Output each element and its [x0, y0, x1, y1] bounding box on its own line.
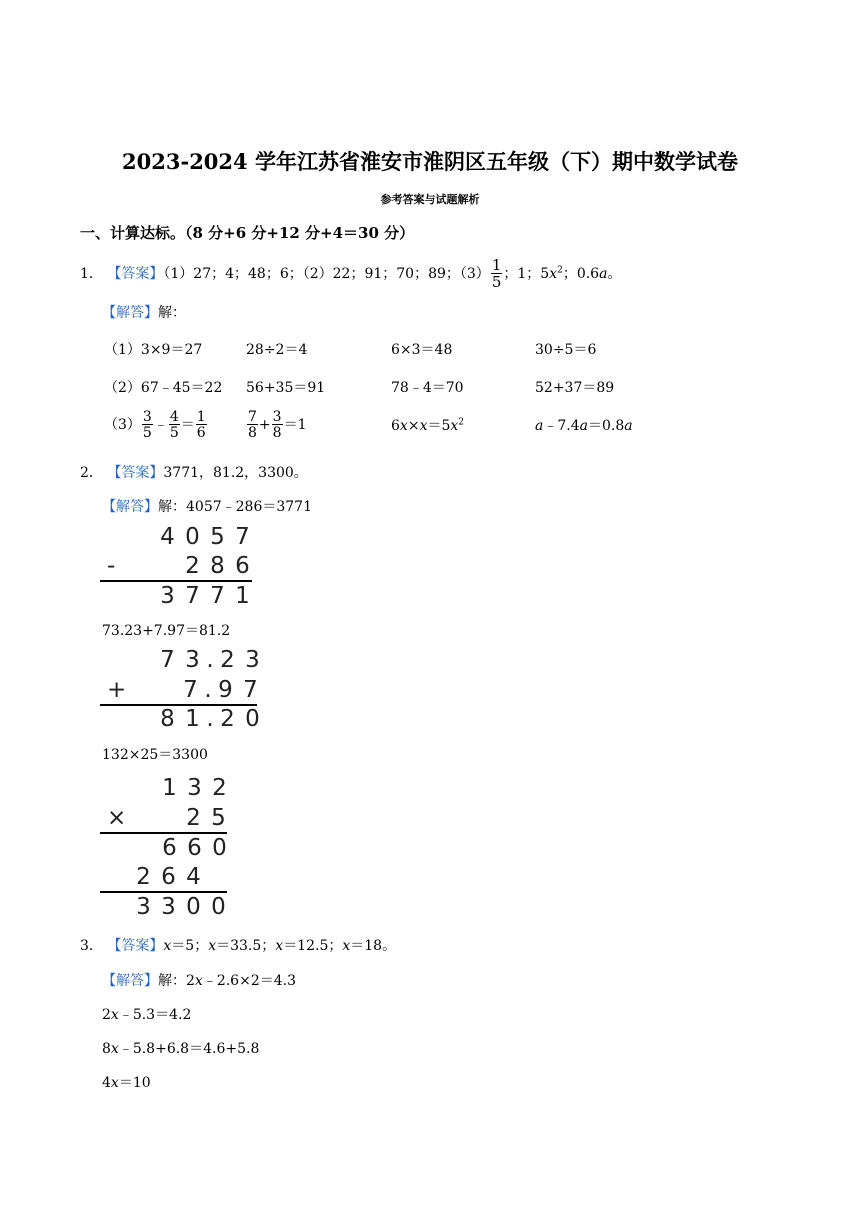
calc-digit: 0 — [212, 835, 227, 861]
calc-digit: 3 — [187, 775, 202, 801]
calc-top-number — [155, 647, 265, 673]
q1-answer-line — [80, 258, 621, 290]
operator: + — [258, 417, 271, 433]
calc-digit: 2 — [185, 553, 200, 579]
calc-digit: 1 — [162, 775, 177, 801]
calc-digit: 0 — [245, 706, 260, 732]
text: ＝5； — [171, 938, 209, 954]
calc-digit: . — [206, 706, 214, 732]
calc-digit: 0 — [211, 894, 226, 920]
calc-result — [155, 706, 265, 732]
text: × — [407, 418, 420, 434]
q2-solve-text: 解：4057﹣286＝3771 — [158, 499, 312, 515]
q1-answer-var-a: a — [599, 266, 608, 282]
text: ﹣5.8+6.8＝4.6+5.8 — [118, 1041, 260, 1057]
q1-number: 1． — [80, 266, 103, 282]
var: x — [163, 938, 172, 954]
calc-digit: 3 — [245, 647, 260, 673]
var: x — [275, 938, 284, 954]
q3-solve-tag: 【解答】 — [102, 973, 158, 989]
text: 4 — [102, 1075, 111, 1091]
calc-digit: 6 — [235, 553, 250, 579]
calc-digit: 2 — [136, 864, 151, 890]
calc-result — [131, 894, 231, 920]
calc-digit: 3 — [161, 894, 176, 920]
exponent: 2 — [458, 417, 465, 428]
var: x — [450, 418, 459, 434]
fraction-numerator: 7 — [248, 409, 257, 425]
fraction — [169, 410, 180, 440]
text: ＝33.5； — [216, 938, 276, 954]
calc-partial-2 — [131, 864, 206, 890]
page-subtitle: 参考答案与试题解析 — [380, 193, 480, 206]
q1-answer-end: 。 — [607, 266, 622, 282]
q1-row1-c1: （1）3×9＝27 — [104, 342, 203, 358]
var: x — [110, 1075, 119, 1091]
calc-digit: . — [206, 647, 214, 673]
section-heading: 一、计算达标。（8 分+6 分+12 分+4＝30 分） — [80, 224, 415, 242]
calc-digit: 5 — [211, 805, 226, 831]
calc-digit: 7 — [160, 647, 175, 673]
q1-solve-text: 解： — [158, 305, 186, 321]
q1-row2-c2: 56+35＝91 — [246, 380, 326, 396]
calc-digit: 7 — [185, 583, 200, 609]
q1-row1-c2: 28÷2＝4 — [246, 342, 308, 358]
calc-digit: 2 — [220, 706, 235, 732]
calc-digit: 7 — [235, 524, 250, 550]
q1-answer-var: x — [549, 266, 558, 282]
text: ＝12.5； — [283, 938, 343, 954]
calc-digit: 8 — [160, 706, 175, 732]
q3-step-2 — [102, 1038, 259, 1058]
q1-row2-c1: （2）67﹣45＝22 — [104, 380, 223, 396]
q1-row3-c2 — [246, 410, 307, 440]
text: ﹣7.4 — [543, 418, 580, 434]
var: a — [579, 418, 588, 434]
calc-operator: × — [107, 805, 127, 831]
q2-eq3: 132×25＝3300 — [102, 747, 208, 763]
var: x — [110, 1041, 119, 1057]
text: ＝5 — [427, 418, 451, 434]
fraction-denominator: 6 — [196, 425, 206, 441]
q1-answer-tag: 【答案】 — [107, 266, 164, 282]
var: a — [624, 418, 633, 434]
q1-row1-c4: 30÷5＝6 — [535, 342, 597, 358]
calc-second-number — [178, 677, 263, 703]
calc-digit: . — [204, 677, 212, 703]
fraction-numerator: 4 — [169, 409, 179, 425]
operator: ＝1 — [283, 417, 307, 433]
calc-digit: 3 — [160, 583, 175, 609]
q1-answer-text: （1）27；4；48；6；（2）22；91；70；89；（3） — [163, 266, 490, 282]
operator: ﹣ — [153, 417, 168, 433]
calc-digit: 1 — [235, 583, 250, 609]
fraction — [142, 410, 153, 440]
fraction-denominator: 5 — [142, 425, 152, 441]
text: 解：2 — [158, 973, 195, 989]
q1-row1-c3: 6×3＝48 — [391, 342, 453, 358]
var: x — [342, 938, 351, 954]
text: 8 — [102, 1041, 111, 1057]
q2-number: 2． — [80, 465, 103, 481]
fraction-denominator: 5 — [169, 425, 179, 441]
calc-digit: 2 — [186, 805, 201, 831]
q1-answer-fraction — [491, 258, 503, 290]
calc-top-number — [157, 775, 232, 801]
q1-row2-c3: 78﹣4＝70 — [391, 380, 464, 396]
q2-answer-line — [80, 462, 308, 482]
q1-answer-text-b: ；1；5 — [503, 266, 550, 282]
fraction-denominator: 8 — [248, 425, 257, 441]
calc-digit: 4 — [160, 524, 175, 550]
fraction-denominator: 5 — [491, 273, 502, 291]
calc-second-number — [181, 805, 231, 831]
text: 6 — [391, 418, 400, 434]
q1-row3-c4 — [535, 415, 633, 435]
fraction-numerator: 3 — [272, 409, 282, 425]
q2-solve-tag: 【解答】 — [102, 499, 158, 515]
calc-digit: 7 — [243, 677, 258, 703]
calc-digit: 3 — [185, 647, 200, 673]
fraction — [196, 410, 207, 440]
fraction — [247, 410, 258, 440]
calc-digit: 2 — [220, 647, 235, 673]
text: ﹣5.3＝4.2 — [118, 1007, 192, 1023]
calc-digit: 3 — [136, 894, 151, 920]
text: ＝10 — [118, 1075, 151, 1091]
q2-solve-line — [102, 496, 312, 516]
q2-eq2: 73.23+7.97＝81.2 — [102, 623, 231, 639]
fraction-denominator: 8 — [272, 425, 282, 441]
text: ＝0.8 — [587, 418, 625, 434]
operator: ＝ — [180, 417, 195, 433]
q2-answer-text: 3771，81.2，3300。 — [163, 465, 308, 481]
var: x — [110, 1007, 119, 1023]
q1-solve-line — [102, 302, 186, 322]
calc-rule — [100, 832, 227, 834]
q3-answer-tag: 【答案】 — [107, 938, 164, 954]
calc-partial-1 — [157, 835, 232, 861]
q1-row3-c3 — [391, 415, 464, 435]
q1-row2-c4: 52+37＝89 — [535, 380, 615, 396]
calc-digit: 1 — [185, 706, 200, 732]
calc-digit: 0 — [186, 894, 201, 920]
calc-top-number — [155, 524, 255, 550]
calc-rule — [100, 580, 252, 582]
text: ＝18。 — [350, 938, 397, 954]
calc-second-number — [180, 553, 255, 579]
calc-digit: 6 — [187, 835, 202, 861]
fraction-numerator: 1 — [196, 409, 206, 425]
q3-solve-line — [102, 970, 296, 990]
calc-digit: 9 — [218, 677, 233, 703]
fraction-numerator: 1 — [491, 256, 502, 274]
q3-step-3 — [102, 1072, 151, 1092]
var: x — [208, 938, 217, 954]
text: 2 — [102, 1007, 111, 1023]
calc-digit: 6 — [161, 864, 176, 890]
calc-operator: + — [107, 677, 127, 703]
calc-digit: 7 — [210, 583, 225, 609]
var: x — [419, 418, 428, 434]
fraction-numerator: 3 — [142, 409, 152, 425]
text: ﹣2.6×2＝4.3 — [202, 973, 296, 989]
calc-result — [155, 583, 255, 609]
page-title: 2023-2024 学年江苏省淮安市淮阴区五年级（下）期中数学试卷 — [122, 149, 738, 174]
q3-answer-line — [80, 935, 396, 955]
var: x — [194, 973, 203, 989]
q1-row3-c1 — [104, 410, 208, 440]
calc-rule — [100, 891, 227, 893]
calc-digit: 0 — [185, 524, 200, 550]
q1-answer-exponent: 2 — [557, 265, 563, 276]
calc-digit: 5 — [210, 524, 225, 550]
var: a — [535, 418, 544, 434]
calc-digit: 6 — [162, 835, 177, 861]
var: x — [399, 418, 408, 434]
calc-digit: 8 — [210, 553, 225, 579]
calc-digit: 4 — [186, 864, 201, 890]
q1-answer-text-c: ；0.6 — [562, 266, 600, 282]
q2-answer-tag: 【答案】 — [107, 465, 164, 481]
calc-digit: 2 — [212, 775, 227, 801]
q1-solve-tag: 【解答】 — [102, 305, 158, 321]
fraction — [272, 410, 283, 440]
calc-digit: 7 — [183, 677, 198, 703]
calc-operator: - — [107, 553, 116, 579]
q3-step-1 — [102, 1004, 191, 1024]
q1-row3-prefix: （3） — [104, 417, 141, 433]
q3-number: 3． — [80, 938, 103, 954]
